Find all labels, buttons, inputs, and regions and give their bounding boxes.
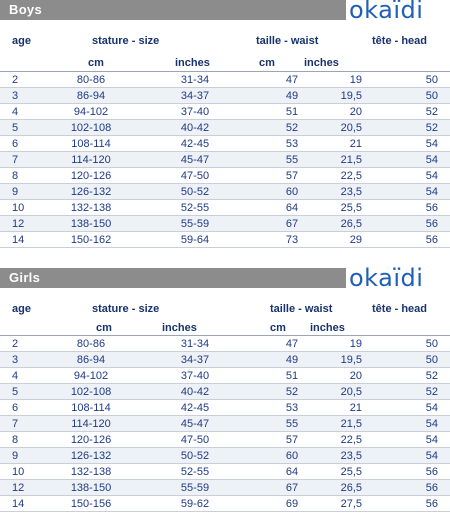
cell-age: 9 [12,186,19,198]
cell-stature-cm: 120-126 [70,170,112,182]
row-divider [0,463,450,464]
row-divider [0,367,450,368]
girls-title-bar [0,268,346,288]
cell-waist-cm: 55 [285,418,299,430]
cell-head: 50 [425,338,438,350]
row-divider [0,231,450,232]
cell-stature-inches: 42-45 [180,402,210,414]
cell-waist-cm: 52 [285,122,299,134]
cell-stature-inches: 45-47 [180,418,210,430]
cell-stature-cm: 108-114 [71,138,111,150]
cell-head: 54 [425,138,438,150]
cell-head: 52 [425,106,438,118]
cell-head: 54 [425,418,438,430]
cell-stature-cm: 150-162 [70,234,112,246]
okaidi-logo: okaïdi [349,0,424,24]
cell-waist-cm: 67 [285,218,299,230]
cell-head: 54 [425,186,438,198]
cell-waist-cm: 60 [285,186,299,198]
cell-waist-inches: 22,5 [340,170,362,182]
cell-stature-cm: 114-120 [71,418,111,430]
cell-age: 2 [12,338,19,350]
cell-waist-cm: 53 [285,402,299,414]
cell-head: 52 [425,122,438,134]
cell-waist-inches: 20 [349,370,362,382]
boys-title: Boys [9,2,42,17]
subheader-inches: inches [175,57,210,69]
cell-head: 52 [425,370,438,382]
cell-waist-cm: 64 [285,466,299,478]
cell-head: 56 [425,466,438,478]
cell-waist-inches: 23,5 [340,450,362,462]
cell-stature-inches: 50-52 [180,450,210,462]
cell-stature-cm: 138-150 [70,218,112,230]
cell-waist-inches: 27,5 [340,498,362,510]
girls-size-table [0,264,450,516]
cell-waist-cm: 49 [285,354,299,366]
cell-stature-inches: 34-37 [180,354,210,366]
cell-stature-cm: 138-150 [70,482,112,494]
cell-waist-cm: 49 [285,90,299,102]
cell-stature-cm: 126-132 [70,186,112,198]
cell-stature-cm: 126-132 [70,450,112,462]
subheader-cm: cm [96,322,112,334]
cell-stature-cm: 114-120 [71,154,111,166]
subheader-waist-cm: cm [259,57,275,69]
cell-stature-cm: 80-86 [76,74,106,86]
cell-head: 50 [425,74,438,86]
cell-age: 14 [12,498,25,510]
cell-waist-inches: 25,5 [340,466,362,478]
cell-waist-inches: 19 [349,74,362,86]
header-waist: taille - waist [256,35,319,47]
cell-head: 50 [425,90,438,102]
cell-age: 12 [12,218,25,230]
header-head: tête - head [372,35,428,47]
cell-waist-cm: 52 [285,386,299,398]
cell-stature-cm: 102-108 [70,386,112,398]
cell-head: 56 [425,482,438,494]
cell-waist-cm: 47 [285,338,299,350]
subheader-waist-cm: cm [270,322,286,334]
cell-head: 56 [425,218,438,230]
cell-stature-inches: 31-34 [180,338,210,350]
cell-stature-inches: 42-45 [180,138,210,150]
cell-waist-inches: 26,5 [340,218,362,230]
boys-title-bar [0,0,346,20]
cell-waist-inches: 21,5 [340,418,362,430]
header-waist: taille - waist [270,303,333,315]
cell-age: 2 [12,74,19,86]
cell-waist-inches: 22,5 [340,434,362,446]
subheader-divider [0,71,450,72]
cell-head: 54 [425,434,438,446]
subheader-waist-inches: inches [310,322,345,334]
row-divider [0,399,450,400]
cell-stature-inches: 55-59 [180,482,210,494]
cell-waist-inches: 21 [349,138,362,150]
row-divider [0,511,450,512]
cell-stature-cm: 80-86 [76,338,106,350]
cell-stature-inches: 50-52 [180,186,210,198]
cell-head: 54 [425,154,438,166]
cell-waist-cm: 51 [285,370,299,382]
cell-waist-cm: 64 [285,202,299,214]
cell-stature-inches: 52-55 [180,466,210,478]
cell-stature-cm: 132-138 [70,466,112,478]
cell-stature-inches: 34-37 [180,90,210,102]
subheader-divider [0,335,450,336]
cell-stature-inches: 55-59 [180,218,210,230]
cell-stature-inches: 37-40 [180,106,210,118]
cell-stature-inches: 31-34 [180,74,210,86]
cell-age: 12 [12,482,25,494]
cell-stature-inches: 45-47 [180,154,210,166]
subheader-cm: cm [88,57,104,69]
cell-age: 14 [12,234,25,246]
cell-stature-cm: 94-102 [73,106,109,118]
cell-stature-cm: 150-156 [70,498,112,510]
cell-age: 9 [12,450,19,462]
cell-stature-cm: 120-126 [70,434,112,446]
cell-age: 5 [12,122,19,134]
cell-stature-cm: 86-94 [76,354,106,366]
cell-age: 7 [12,418,19,430]
row-divider [0,199,450,200]
cell-head: 56 [425,498,438,510]
cell-stature-cm: 86-94 [76,90,106,102]
row-divider [0,103,450,104]
cell-waist-inches: 19,5 [340,354,362,366]
subheader-waist-inches: inches [304,57,339,69]
cell-head: 54 [425,170,438,182]
cell-waist-inches: 25,5 [340,202,362,214]
header-age: age [12,35,31,47]
cell-head: 56 [425,202,438,214]
cell-stature-inches: 52-55 [180,202,210,214]
cell-age: 5 [12,386,19,398]
cell-stature-cm: 94-102 [73,370,109,382]
cell-stature-cm: 132-138 [70,202,112,214]
cell-head: 56 [425,234,438,246]
cell-waist-inches: 21,5 [340,154,362,166]
cell-age: 4 [12,370,19,382]
cell-waist-cm: 73 [285,234,299,246]
okaidi-logo: okaïdi [349,264,424,292]
cell-waist-inches: 20,5 [340,386,362,398]
cell-waist-inches: 19 [349,338,362,350]
cell-head: 54 [425,402,438,414]
girls-title: Girls [9,270,41,285]
cell-waist-cm: 51 [285,106,299,118]
cell-age: 3 [12,90,19,102]
cell-head: 50 [425,354,438,366]
cell-age: 4 [12,106,19,118]
cell-stature-cm: 102-108 [70,122,112,134]
cell-age: 6 [12,138,19,150]
cell-waist-cm: 53 [285,138,299,150]
cell-age: 10 [12,202,25,214]
row-divider [0,247,450,248]
header-stature: stature - size [92,303,160,315]
cell-age: 7 [12,154,19,166]
row-divider [0,431,450,432]
cell-stature-inches: 37-40 [180,370,210,382]
cell-waist-inches: 19,5 [340,90,362,102]
cell-age: 8 [12,434,19,446]
boys-size-table [0,0,450,250]
cell-waist-cm: 69 [285,498,299,510]
row-divider [0,167,450,168]
cell-head: 54 [425,450,438,462]
cell-stature-cm: 108-114 [71,402,111,414]
header-stature: stature - size [92,35,160,47]
cell-waist-cm: 67 [285,482,299,494]
cell-waist-cm: 57 [285,434,299,446]
subheader-inches: inches [162,322,197,334]
header-age: age [12,303,31,315]
row-divider [0,135,450,136]
cell-stature-inches: 47-50 [180,170,210,182]
cell-waist-cm: 55 [285,154,299,166]
cell-stature-inches: 59-64 [180,234,210,246]
cell-waist-cm: 60 [285,450,299,462]
cell-waist-inches: 21 [349,402,362,414]
cell-age: 3 [12,354,19,366]
header-head: tête - head [372,303,428,315]
cell-stature-inches: 59-62 [180,498,210,510]
cell-waist-cm: 47 [285,74,299,86]
cell-waist-inches: 26,5 [340,482,362,494]
cell-waist-cm: 57 [285,170,299,182]
cell-waist-inches: 23,5 [340,186,362,198]
cell-waist-inches: 29 [349,234,362,246]
cell-head: 52 [425,386,438,398]
cell-age: 8 [12,170,19,182]
cell-stature-inches: 40-42 [180,386,210,398]
cell-age: 6 [12,402,19,414]
row-divider [0,495,450,496]
cell-waist-inches: 20,5 [340,122,362,134]
cell-waist-inches: 20 [349,106,362,118]
cell-age: 10 [12,466,25,478]
cell-stature-inches: 40-42 [180,122,210,134]
cell-stature-inches: 47-50 [180,434,210,446]
